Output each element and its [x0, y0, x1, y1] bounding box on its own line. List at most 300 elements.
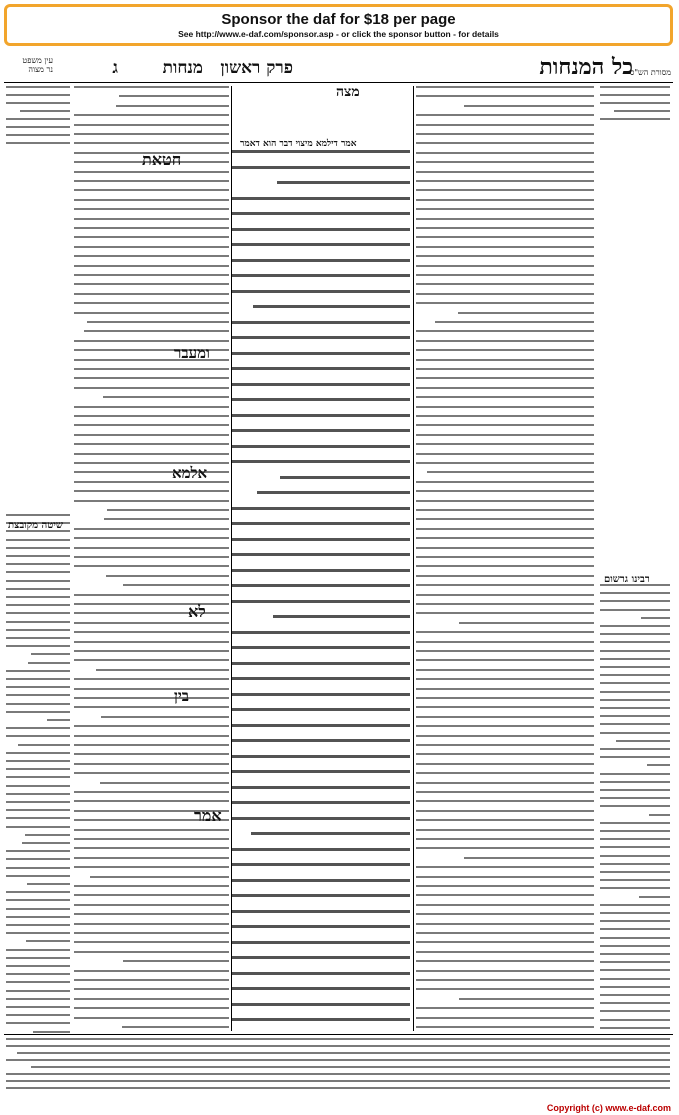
text-line [6, 899, 70, 901]
text-line [435, 321, 594, 323]
text-line [74, 274, 229, 276]
text-line [600, 961, 670, 963]
tosafot-heading-4: בין [174, 687, 189, 705]
text-line [6, 670, 70, 672]
text-line [6, 735, 70, 737]
text-line [6, 949, 70, 951]
text-line [416, 716, 594, 718]
text-line [106, 575, 229, 577]
text-line [416, 988, 594, 990]
text-line [232, 786, 410, 789]
text-line [416, 265, 594, 267]
text-line [232, 290, 410, 293]
text-line [416, 124, 594, 126]
text-line [232, 956, 410, 959]
text-line [232, 398, 410, 401]
text-line [74, 114, 229, 116]
text-line [90, 876, 229, 878]
text-line [232, 894, 410, 897]
text-line [277, 181, 410, 184]
text-line [600, 86, 670, 88]
text-line [6, 555, 70, 557]
text-line [74, 1007, 229, 1009]
text-line [600, 609, 670, 611]
text-line [416, 293, 594, 295]
text-line [458, 312, 594, 314]
text-line [101, 716, 229, 718]
text-line [74, 650, 229, 652]
text-line [600, 748, 670, 750]
text-line [600, 879, 670, 881]
text-line [600, 707, 670, 709]
text-line [416, 829, 594, 831]
text-line [74, 866, 229, 868]
text-line [600, 986, 670, 988]
text-line [232, 352, 410, 355]
text-line [74, 180, 229, 182]
text-line [416, 782, 594, 784]
text-line [87, 321, 229, 323]
text-line [600, 953, 670, 955]
text-line [6, 514, 70, 516]
text-line [232, 770, 410, 773]
text-line [6, 776, 70, 778]
text-line [416, 669, 594, 671]
text-line [74, 688, 229, 690]
talmud-page [4, 54, 673, 1099]
sponsor-title: Sponsor the daf for $18 per page [221, 11, 456, 28]
tosafot-heading-2: אלמא [172, 464, 208, 482]
text-line [600, 912, 670, 914]
text-line [416, 650, 594, 652]
text-line [232, 321, 410, 324]
text-line [416, 537, 594, 539]
text-line [416, 819, 594, 821]
text-line [416, 979, 594, 981]
text-line [232, 941, 410, 944]
text-line [416, 753, 594, 755]
text-line [6, 957, 70, 959]
text-line [25, 834, 70, 836]
text-line [600, 805, 670, 807]
text-line [416, 1007, 594, 1009]
text-line [6, 1080, 670, 1082]
text-line [416, 387, 594, 389]
text-line [74, 537, 229, 539]
text-line [416, 152, 594, 154]
text-line [74, 697, 229, 699]
text-line [6, 965, 70, 967]
text-line [232, 507, 410, 510]
text-line [74, 377, 229, 379]
text-line [416, 735, 594, 737]
text-line [600, 789, 670, 791]
copyright-link[interactable]: Copyright (c) www.e-daf.com [546, 1103, 671, 1113]
text-line [600, 928, 670, 930]
text-line [600, 674, 670, 676]
text-line [6, 621, 70, 623]
text-line [416, 227, 594, 229]
text-line [74, 142, 229, 144]
text-line [639, 896, 670, 898]
masoret-label: מסורת הש"ס [629, 68, 671, 77]
text-line [416, 838, 594, 840]
text-line [416, 960, 594, 962]
text-line [74, 218, 229, 220]
text-line [416, 706, 594, 708]
text-line [232, 166, 410, 169]
text-line [232, 553, 410, 556]
text-line [416, 161, 594, 163]
text-line [232, 197, 410, 200]
text-line [107, 509, 229, 511]
text-line [416, 565, 594, 567]
text-line [273, 615, 410, 618]
text-line [47, 719, 70, 721]
column-divider [231, 86, 232, 1031]
text-line [74, 171, 229, 173]
tosafot-heading: ומעבר [174, 344, 210, 362]
text-line [232, 212, 410, 215]
text-line [416, 885, 594, 887]
tractate-name: מנחות [162, 58, 203, 78]
text-line [600, 822, 670, 824]
text-line [232, 336, 410, 339]
text-line [600, 756, 670, 758]
ein-mishpat-label: עין משפט נר מצוה [22, 56, 53, 74]
text-line [416, 556, 594, 558]
text-line [6, 727, 70, 729]
sponsor-subtitle[interactable]: See http://www.e-daf.com/sponsor.asp - or click the sponsor button - for details [178, 29, 499, 39]
text-line [416, 894, 594, 896]
text-line [641, 617, 670, 619]
text-line [74, 885, 229, 887]
text-line [6, 752, 70, 754]
text-line [416, 443, 594, 445]
text-line [416, 396, 594, 398]
text-line [600, 773, 670, 775]
text-line [416, 547, 594, 549]
text-line [74, 490, 229, 492]
text-line [6, 102, 70, 104]
text-line [416, 941, 594, 943]
text-line [416, 810, 594, 812]
text-line [6, 694, 70, 696]
text-line [74, 800, 229, 802]
text-line [74, 302, 229, 304]
tosafot-heading-5: אמר [194, 806, 222, 825]
text-line [416, 847, 594, 849]
text-line [6, 612, 70, 614]
text-line [104, 518, 229, 520]
text-line [416, 255, 594, 257]
text-line [416, 509, 594, 511]
text-line [74, 970, 229, 972]
text-line [74, 659, 229, 661]
text-line [232, 228, 410, 231]
text-line [416, 199, 594, 201]
text-line [74, 255, 229, 257]
text-line [74, 998, 229, 1000]
text-line [600, 715, 670, 717]
text-line [74, 678, 229, 680]
text-line [600, 118, 670, 120]
text-line [74, 565, 229, 567]
text-line [416, 330, 594, 332]
shita-mekubetzet-heading: שיטה מקובצת [8, 520, 63, 531]
text-line [232, 987, 410, 990]
text-line [416, 368, 594, 370]
text-line [232, 414, 410, 417]
text-line [74, 86, 229, 88]
text-line [232, 817, 410, 820]
text-line [74, 293, 229, 295]
text-line [74, 988, 229, 990]
text-line [6, 86, 70, 88]
text-line [253, 305, 410, 308]
text-line [232, 367, 410, 370]
ein-mishpat-notes [6, 86, 70, 146]
text-line [232, 693, 410, 696]
text-line [416, 970, 594, 972]
text-line [416, 180, 594, 182]
text-line [74, 500, 229, 502]
text-line [6, 142, 70, 144]
text-line [600, 723, 670, 725]
text-line [74, 735, 229, 737]
text-line [74, 424, 229, 426]
text-line [232, 631, 410, 634]
text-line [416, 490, 594, 492]
text-line [232, 538, 410, 541]
text-line [251, 832, 410, 835]
text-line [6, 596, 70, 598]
text-line [74, 434, 229, 436]
text-line [416, 114, 594, 116]
text-line [416, 218, 594, 220]
text-line [416, 772, 594, 774]
text-line [416, 208, 594, 210]
tractate-title: כל המנחות [539, 54, 633, 80]
text-line [600, 600, 670, 602]
text-line [416, 95, 594, 97]
text-line [6, 981, 70, 983]
text-line [416, 659, 594, 661]
text-line [416, 340, 594, 342]
text-line [232, 646, 410, 649]
text-line [6, 126, 70, 128]
text-line [416, 236, 594, 238]
text-line [600, 633, 670, 635]
text-line [416, 688, 594, 690]
text-line [17, 1052, 670, 1054]
text-line [416, 133, 594, 135]
text-line [600, 1002, 670, 1004]
text-line [600, 592, 670, 594]
text-line [647, 764, 670, 766]
text-line [74, 340, 229, 342]
text-line [6, 891, 70, 893]
text-line [232, 243, 410, 246]
text-line [416, 349, 594, 351]
text-line [600, 699, 670, 701]
tosafot-heading-3: לא [188, 602, 206, 621]
text-line [74, 622, 229, 624]
text-line [600, 1010, 670, 1012]
shita-mekubetzet-column [6, 514, 70, 1034]
text-line [600, 855, 670, 857]
text-line [6, 826, 70, 828]
text-line [6, 858, 70, 860]
text-line [416, 603, 594, 605]
text-line [22, 842, 70, 844]
text-line [6, 875, 70, 877]
text-line [74, 744, 229, 746]
text-line [119, 95, 229, 97]
text-line [616, 740, 670, 742]
text-line [6, 629, 70, 631]
text-line [6, 1014, 70, 1016]
text-line [6, 916, 70, 918]
text-line [232, 460, 410, 463]
text-line [232, 150, 410, 153]
text-line [6, 867, 70, 869]
text-line [232, 972, 410, 975]
text-line [6, 686, 70, 688]
text-line [600, 658, 670, 660]
text-line [74, 923, 229, 925]
text-line [416, 932, 594, 934]
text-line [6, 134, 70, 136]
text-line [6, 793, 70, 795]
text-line [74, 312, 229, 314]
text-line [6, 547, 70, 549]
text-line [459, 622, 594, 624]
text-line [416, 678, 594, 680]
text-line [20, 110, 70, 112]
text-line [74, 189, 229, 191]
text-line [600, 904, 670, 906]
text-line [74, 725, 229, 727]
text-line [600, 887, 670, 889]
gemara-column [232, 150, 410, 1030]
text-line [6, 118, 70, 120]
text-line [74, 236, 229, 238]
text-line [600, 781, 670, 783]
text-line [74, 387, 229, 389]
text-line [232, 879, 410, 882]
text-line [416, 800, 594, 802]
text-line [74, 443, 229, 445]
text-line [232, 584, 410, 587]
text-line [232, 910, 410, 913]
text-line [6, 990, 70, 992]
text-line [6, 1087, 670, 1089]
footnotes-block [6, 1038, 670, 1096]
text-line [74, 406, 229, 408]
text-line [6, 1073, 670, 1075]
text-line [74, 772, 229, 774]
text-line [232, 259, 410, 262]
text-line [74, 368, 229, 370]
text-line [28, 662, 70, 664]
text-line [6, 588, 70, 590]
text-line [416, 500, 594, 502]
text-line [232, 801, 410, 804]
text-line [27, 883, 70, 885]
text-line [74, 265, 229, 267]
text-line [416, 1026, 594, 1028]
text-line [31, 1066, 670, 1068]
text-line [6, 539, 70, 541]
text-line [74, 894, 229, 896]
text-line [416, 424, 594, 426]
text-line [416, 453, 594, 455]
text-line [416, 631, 594, 633]
text-line [416, 302, 594, 304]
text-line [600, 1027, 670, 1029]
text-line [416, 904, 594, 906]
text-line [6, 760, 70, 762]
text-line [6, 711, 70, 713]
text-line [74, 227, 229, 229]
text-line [74, 753, 229, 755]
text-line [6, 973, 70, 975]
text-line [6, 94, 70, 96]
page-letter: ג [112, 58, 118, 78]
text-line [280, 476, 410, 479]
rabbeinu-gershom-heading: רבינו גרשום [604, 574, 650, 585]
text-line [416, 274, 594, 276]
text-line [416, 575, 594, 577]
text-line [6, 1059, 670, 1061]
text-line [74, 208, 229, 210]
rashi-column [416, 86, 594, 1034]
text-line [6, 998, 70, 1000]
text-line [649, 814, 670, 816]
text-line [416, 1017, 594, 1019]
text-line [74, 631, 229, 633]
text-line [600, 937, 670, 939]
text-line [74, 941, 229, 943]
text-line [232, 708, 410, 711]
text-line [6, 768, 70, 770]
text-line [600, 920, 670, 922]
text-line [416, 612, 594, 614]
text-line [74, 791, 229, 793]
text-line [232, 445, 410, 448]
text-line [600, 1019, 670, 1021]
text-line [600, 838, 670, 840]
text-line [232, 1003, 410, 1006]
page-header [4, 54, 673, 83]
text-line [600, 641, 670, 643]
text-line [600, 691, 670, 693]
text-line [84, 330, 229, 332]
text-line [232, 429, 410, 432]
text-line [416, 481, 594, 483]
text-line [416, 434, 594, 436]
text-line [600, 978, 670, 980]
text-line [416, 866, 594, 868]
text-line [74, 847, 229, 849]
text-line [6, 932, 70, 934]
text-line [74, 838, 229, 840]
text-line [416, 415, 594, 417]
sponsor-banner[interactable] [4, 4, 673, 46]
text-line [232, 274, 410, 277]
text-line [232, 677, 410, 680]
